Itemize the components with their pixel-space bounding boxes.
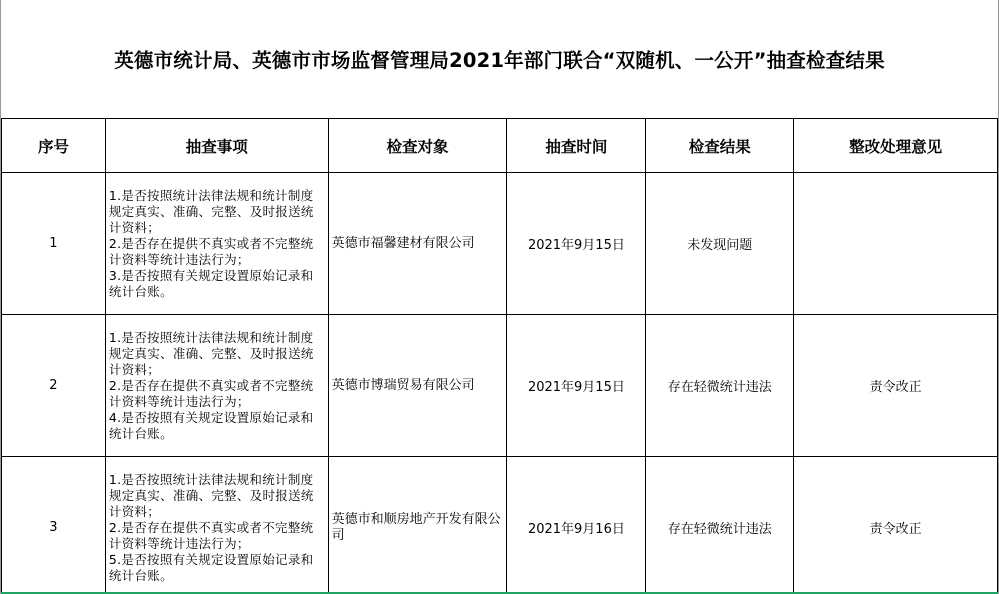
sheet-title[interactable]: 英德市统计局、英德市市场监督管理局2021年部门联合“双随机、一公开”抽查检查结果 xyxy=(1,0,998,119)
table-row xyxy=(2,173,998,315)
cell-index[interactable]: 3 xyxy=(2,457,106,594)
cell-time[interactable]: 2021年9月15日 xyxy=(507,173,646,315)
cell-time[interactable]: 2021年9月16日 xyxy=(507,457,646,594)
table-row xyxy=(2,315,998,457)
cell-target[interactable]: 英德市博瑞贸易有限公司 xyxy=(328,315,507,457)
cell-index[interactable]: 1 xyxy=(2,173,106,315)
header-opinion[interactable]: 整改处理意见 xyxy=(794,119,998,173)
cell-index[interactable]: 2 xyxy=(2,315,106,457)
results-table xyxy=(1,118,998,594)
cell-target[interactable]: 英德市和顺房地产开发有限公司 xyxy=(328,457,507,594)
cell-opinion[interactable]: 责令改正 xyxy=(794,315,998,457)
header-row xyxy=(2,119,998,173)
header-result[interactable]: 检查结果 xyxy=(646,119,794,173)
table-row xyxy=(2,457,998,594)
cell-target[interactable]: 英德市福馨建材有限公司 xyxy=(328,173,507,315)
cell-items[interactable]: 1.是否按照统计法律法规和统计制度规定真实、准确、完整、及时报送统计资料； 2.是否存在提供不真实或者不完整统计资料等统计违法行为； 4.是否按照有关规定设置原始记录和统计台账。 xyxy=(105,315,328,457)
cell-opinion[interactable] xyxy=(794,173,998,315)
cell-result[interactable]: 存在轻微统计违法 xyxy=(646,457,794,594)
cell-opinion[interactable]: 责令改正 xyxy=(794,457,998,594)
header-target[interactable]: 检查对象 xyxy=(328,119,507,173)
cell-items[interactable]: 1.是否按照统计法律法规和统计制度规定真实、准确、完整、及时报送统计资料； 2.是否存在提供不真实或者不完整统计资料等统计违法行为； 3.是否按照有关规定设置原始记录和统计台账。 xyxy=(105,173,328,315)
header-index[interactable]: 序号 xyxy=(2,119,106,173)
cell-result[interactable]: 未发现问题 xyxy=(646,173,794,315)
cell-result[interactable]: 存在轻微统计违法 xyxy=(646,315,794,457)
header-items[interactable]: 抽查事项 xyxy=(105,119,328,173)
cell-time[interactable]: 2021年9月15日 xyxy=(507,315,646,457)
cell-items[interactable]: 1.是否按照统计法律法规和统计制度规定真实、准确、完整、及时报送统计资料； 2.是否存在提供不真实或者不完整统计资料等统计违法行为； 5.是否按照有关规定设置原始记录和统计台账。 xyxy=(105,457,328,594)
header-time[interactable]: 抽查时间 xyxy=(507,119,646,173)
